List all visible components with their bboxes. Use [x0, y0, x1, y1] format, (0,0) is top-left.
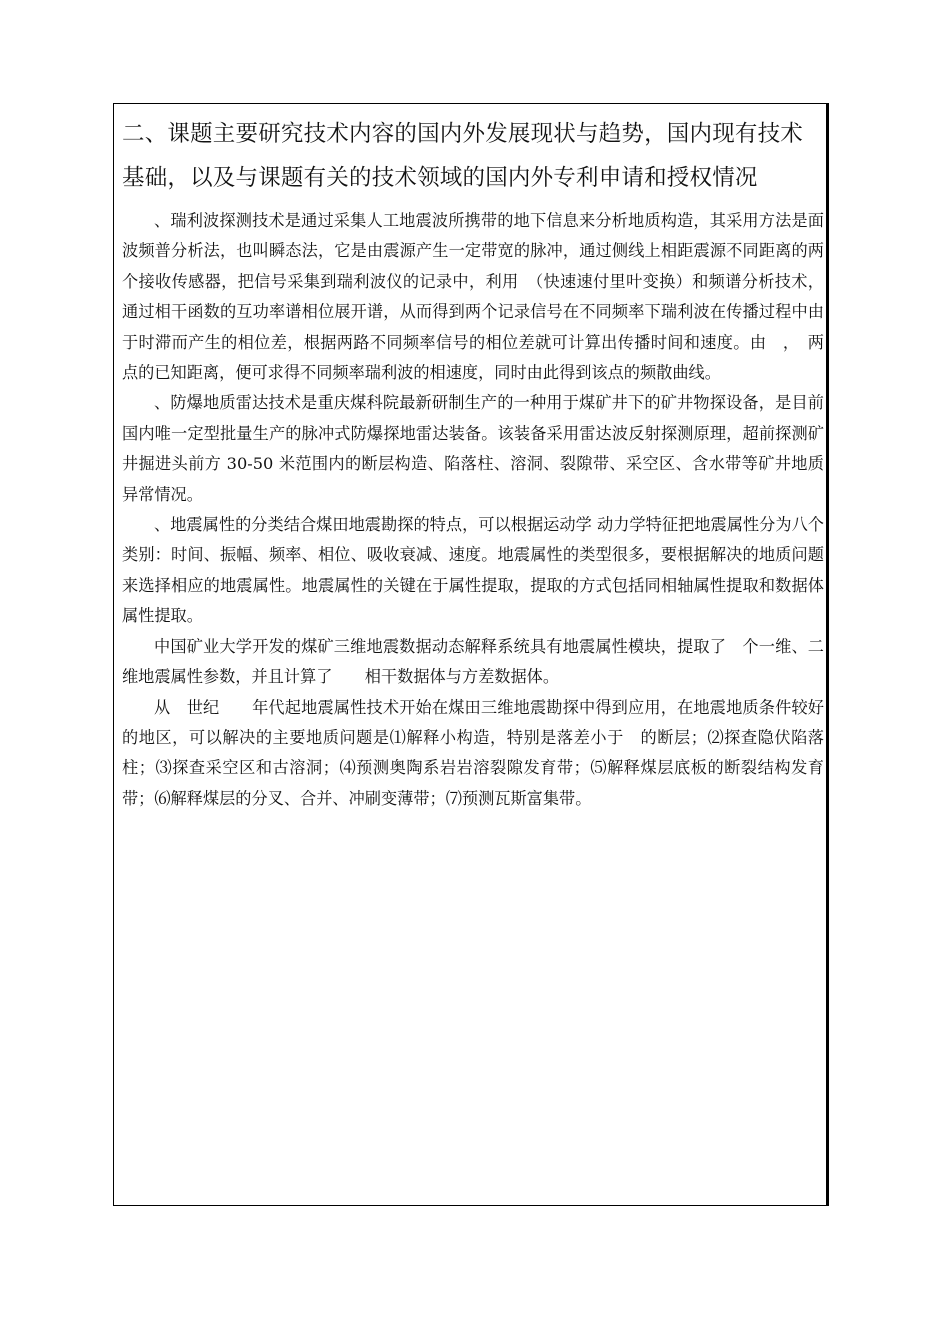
- paragraph-geological-radar: 、防爆地质雷达技术是重庆煤科院最新研制生产的一种用于煤矿井下的矿井物探设备，是目前国内唯一定型批量生产的脉冲式防爆探地雷达装备。该装备采用雷达波反射探测原理，超前探测矿井掘进头前方 30-50 米范围内的断层构造、陷落柱、溶洞、裂隙带、采空区、含水带等矿井地质异常情况。: [122, 393, 824, 504]
- document-section: [122, 112, 824, 814]
- paragraph-cumt-system: 中国矿业大学开发的煤矿三维地震数据动态解释系统具有地震属性模块，提取了 个一维、二维地震属性参数，并且计算了 相干数据体与方差数据体。: [122, 636, 824, 687]
- paragraph-applications: 从 世纪 年代起地震属性技术开始在煤田三维地震勘探中得到应用，在地震地质条件较好的地区，可以解决的主要地质问题是⑴解释小构造，特别是落差小于 的断层；⑵探查隐伏陷落柱；⑶探查采空区和古溶洞；⑷预测奥陶系岩岩溶裂隙发育带；⑸解释煤层底板的断裂结构发育带；⑹解释煤层的分叉、合并、冲刷变薄带；⑺预测瓦斯富集带。: [122, 697, 824, 808]
- paragraph-seismic-attributes: 、地震属性的分类结合煤田地震勘探的特点，可以根据运动学 动力学特征把地震属性分为八个类别：时间、振幅、频率、相位、吸收衰减、速度。地震属性的类型很多，要根据解决的地质问题来选择相应的地震属性。地震属性的关键在于属性提取，提取的方式包括同相轴属性提取和数据体属性提取。: [122, 515, 824, 626]
- section-heading: 二、课题主要研究技术内容的国内外发展现状与趋势，国内现有技术基础，以及与课题有关的技术领域的国内外专利申请和授权情况: [122, 121, 804, 191]
- paragraph-rayleigh-wave: 、瑞利波探测技术是通过采集人工地震波所携带的地下信息来分析地质构造，其采用方法是面波频普分析法，也叫瞬态法，它是由震源产生一定带宽的脉冲，通过侧线上相距震源不同距离的两个接收传感器，把信号采集到瑞利波仪的记录中，利用 （快速速付里叶变换）和频谱分析技术，通过相干函数的互功率谱相位展开谱，从而得到两个记录信号在不同频率下瑞利波在传播过程中由于时滞而产生的相位差，根据两路不同频率信号的相位差就可计算出传播时间和速度。由 ， 两点的已知距离，便可求得不同频率瑞利波的相速度，同时由此得到该点的频散曲线。: [122, 211, 824, 383]
